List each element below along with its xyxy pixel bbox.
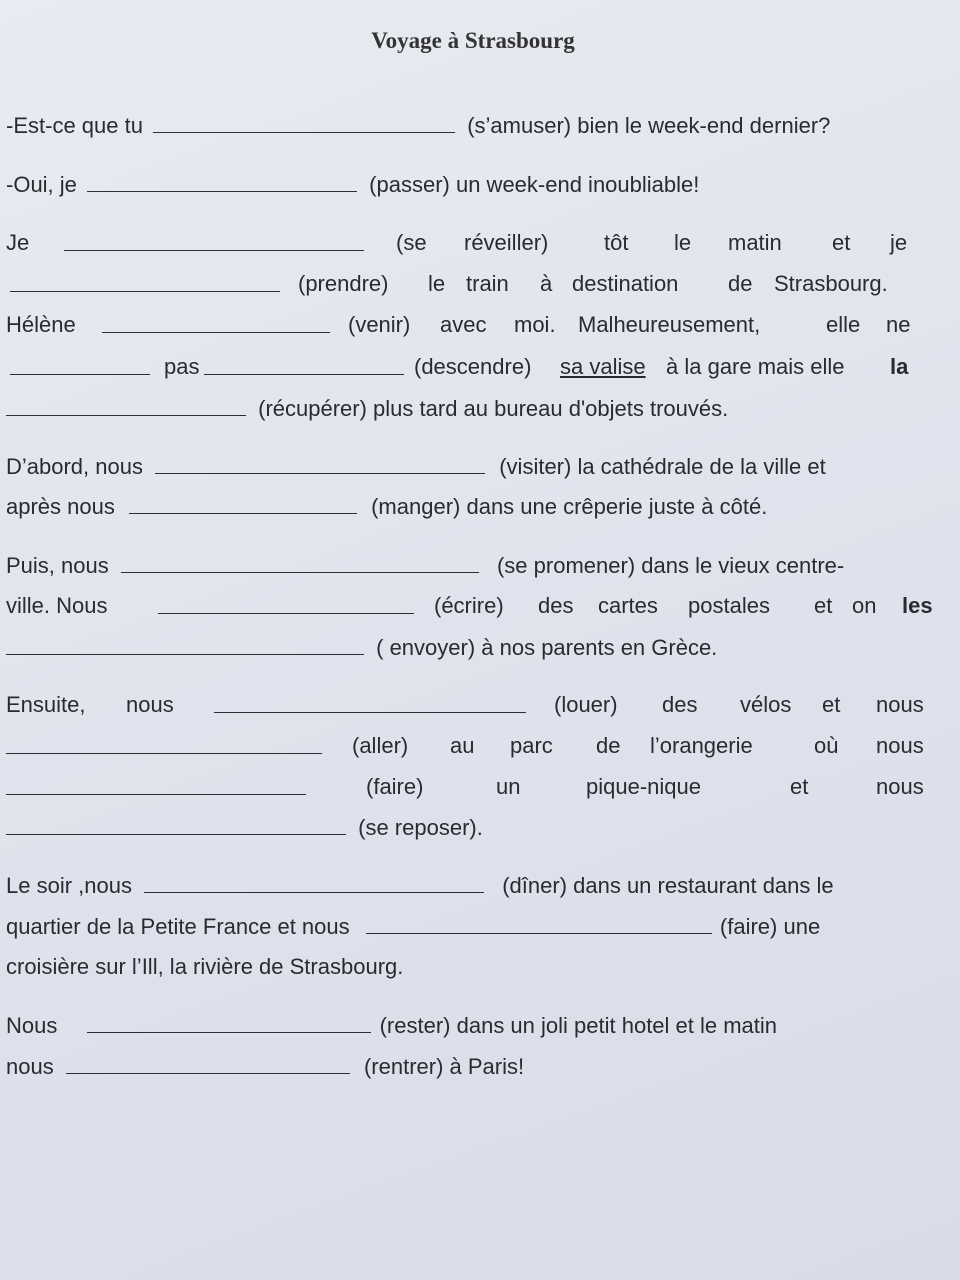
- verb-hint: (écrire): [434, 593, 504, 618]
- verb-hint: (se reposer).: [358, 815, 483, 840]
- verb-hint: (rentrer) à Paris!: [363, 1054, 525, 1079]
- exercise-line: [6, 731, 936, 761]
- sentence-word: l’orangerie: [650, 733, 753, 758]
- sentence-word: train: [466, 271, 509, 296]
- answer-blank[interactable]: [366, 911, 712, 934]
- sentence-word: Strasbourg.: [774, 271, 888, 296]
- verb-hint: (récupérer) plus tard au bureau d'objets trouvés.: [258, 396, 729, 421]
- verb-hint: (passer) un week-end inoubliable!: [369, 172, 700, 197]
- exercise-line: [6, 1051, 941, 1081]
- sentence-text: croisière sur l’Ill, la rivière de Strasbourg.: [6, 954, 404, 979]
- underlined-object: sa valise: [560, 354, 646, 379]
- verb-hint: (descendre): [414, 354, 532, 379]
- sentence-word: tôt: [604, 230, 629, 255]
- verb-hint: (rester) dans un joli petit hotel et le matin: [379, 1013, 778, 1038]
- sentence-text: quartier de la Petite France et nous: [6, 914, 350, 939]
- answer-blank[interactable]: [129, 491, 357, 514]
- sentence-word: et: [832, 230, 851, 255]
- answer-blank[interactable]: [102, 310, 330, 333]
- exercise-line: [6, 952, 941, 982]
- sentence-word: de: [728, 271, 753, 296]
- sentence-text: à la gare mais elle: [666, 354, 845, 379]
- verb-hint: (louer): [554, 692, 618, 717]
- sentence-text: -Est-ce que tu: [6, 113, 143, 138]
- sentence-word: pique-nique: [586, 774, 701, 799]
- sentence-text: ville. Nous: [6, 593, 108, 618]
- exercise-line: [6, 1010, 941, 1040]
- sentence-word: où: [814, 733, 839, 758]
- answer-blank[interactable]: [144, 870, 484, 893]
- answer-blank[interactable]: [153, 110, 455, 133]
- sentence-word: des: [662, 692, 698, 717]
- answer-blank[interactable]: [6, 632, 364, 655]
- sentence-word: cartes: [598, 593, 658, 618]
- sentence-word: avec: [440, 312, 487, 337]
- verb-hint: (s’amuser) bien le week-end dernier?: [467, 113, 831, 138]
- verb-hint: (visiter) la cathédrale de la ville et: [499, 454, 826, 479]
- verb-hint: (faire): [366, 774, 424, 799]
- sentence-text: Le soir ,nous: [6, 873, 132, 898]
- sentence-word: le: [428, 271, 446, 296]
- sentence-text: D’abord, nous: [6, 454, 143, 479]
- sentence-word: au: [450, 733, 475, 758]
- sentence-word: le: [674, 230, 692, 255]
- sentence-word: de: [596, 733, 621, 758]
- answer-blank[interactable]: [87, 1010, 371, 1033]
- answer-blank[interactable]: [204, 352, 404, 375]
- exercise-line: [6, 393, 936, 423]
- sentence-word: nous: [126, 692, 174, 717]
- verb-hint: (prendre): [298, 271, 389, 296]
- answer-blank[interactable]: [64, 228, 364, 251]
- answer-blank[interactable]: [6, 393, 246, 416]
- sentence-word: je: [890, 230, 908, 255]
- sentence-word: Je: [6, 230, 30, 255]
- sentence-word: destination: [572, 271, 679, 296]
- sentence-word: et: [790, 774, 809, 799]
- sentence-word: pas: [164, 354, 200, 379]
- verb-hint: réveiller): [464, 230, 549, 255]
- pronoun-bold: la: [890, 354, 909, 379]
- sentence-text: Nous: [6, 1013, 58, 1038]
- exercise-line: [6, 550, 936, 580]
- answer-blank[interactable]: [10, 352, 150, 375]
- exercise-line: [6, 690, 936, 720]
- exercise-line: [6, 110, 936, 140]
- sentence-word: Hélène: [6, 312, 76, 337]
- answer-blank[interactable]: [6, 772, 306, 795]
- sentence-word: on: [852, 593, 877, 618]
- answer-blank[interactable]: [10, 269, 280, 292]
- sentence-word: nous: [876, 733, 924, 758]
- exercise-line: [6, 310, 916, 340]
- sentence-word: des: [538, 593, 574, 618]
- verb-hint: (aller): [352, 733, 409, 758]
- sentence-word: elle: [826, 312, 861, 337]
- sentence-word: vélos: [740, 692, 792, 717]
- sentence-word: à: [540, 271, 553, 296]
- exercise-line: [6, 451, 936, 481]
- answer-blank[interactable]: [6, 731, 322, 754]
- verb-hint: (se: [396, 230, 427, 255]
- exercise-line: [6, 169, 936, 199]
- sentence-word: ne: [886, 312, 911, 337]
- answer-blank[interactable]: [66, 1051, 350, 1074]
- sentence-word: Malheureusement,: [578, 312, 761, 337]
- sentence-word: Ensuite,: [6, 692, 86, 717]
- answer-blank[interactable]: [214, 690, 526, 713]
- sentence-word: nous: [876, 774, 924, 799]
- sentence-word: nous: [876, 692, 924, 717]
- exercise-line: [6, 228, 916, 258]
- sentence-word: parc: [510, 733, 553, 758]
- sentence-text: nous: [6, 1054, 54, 1079]
- exercise-line: [6, 772, 936, 802]
- sentence-text: après nous: [6, 494, 115, 519]
- verb-hint: (dîner) dans un restaurant dans le: [502, 873, 834, 898]
- verb-hint: (faire) une: [719, 914, 821, 939]
- verb-hint: (venir): [348, 312, 411, 337]
- sentence-word: un: [496, 774, 521, 799]
- exercise-line: [6, 870, 941, 900]
- exercise-line: [6, 352, 916, 382]
- sentence-word: et: [822, 692, 841, 717]
- worksheet-title: Voyage à Strasbourg: [371, 28, 575, 53]
- sentence-text: -Oui, je: [6, 172, 77, 197]
- exercise-line: [6, 269, 916, 299]
- answer-blank[interactable]: [6, 812, 346, 835]
- pronoun-bold: les: [902, 593, 933, 618]
- exercise-line: [6, 491, 936, 521]
- answer-blank[interactable]: [87, 169, 357, 192]
- exercise-line: [6, 632, 936, 662]
- sentence-word: postales: [688, 593, 770, 618]
- sentence-text: Puis, nous: [6, 553, 109, 578]
- verb-hint: ( envoyer) à nos parents en Grèce.: [376, 635, 718, 660]
- exercise-line: [6, 591, 936, 621]
- verb-hint: (se promener) dans le vieux centre-: [496, 553, 845, 578]
- answer-blank[interactable]: [121, 550, 479, 573]
- exercise-line: [6, 812, 936, 842]
- sentence-word: matin: [728, 230, 782, 255]
- exercise-line: [6, 911, 941, 941]
- verb-hint: (manger) dans une crêperie juste à côté.: [371, 494, 768, 519]
- sentence-word: et: [814, 593, 833, 618]
- sentence-word: moi.: [514, 312, 556, 337]
- answer-blank[interactable]: [158, 591, 414, 614]
- answer-blank[interactable]: [155, 451, 485, 474]
